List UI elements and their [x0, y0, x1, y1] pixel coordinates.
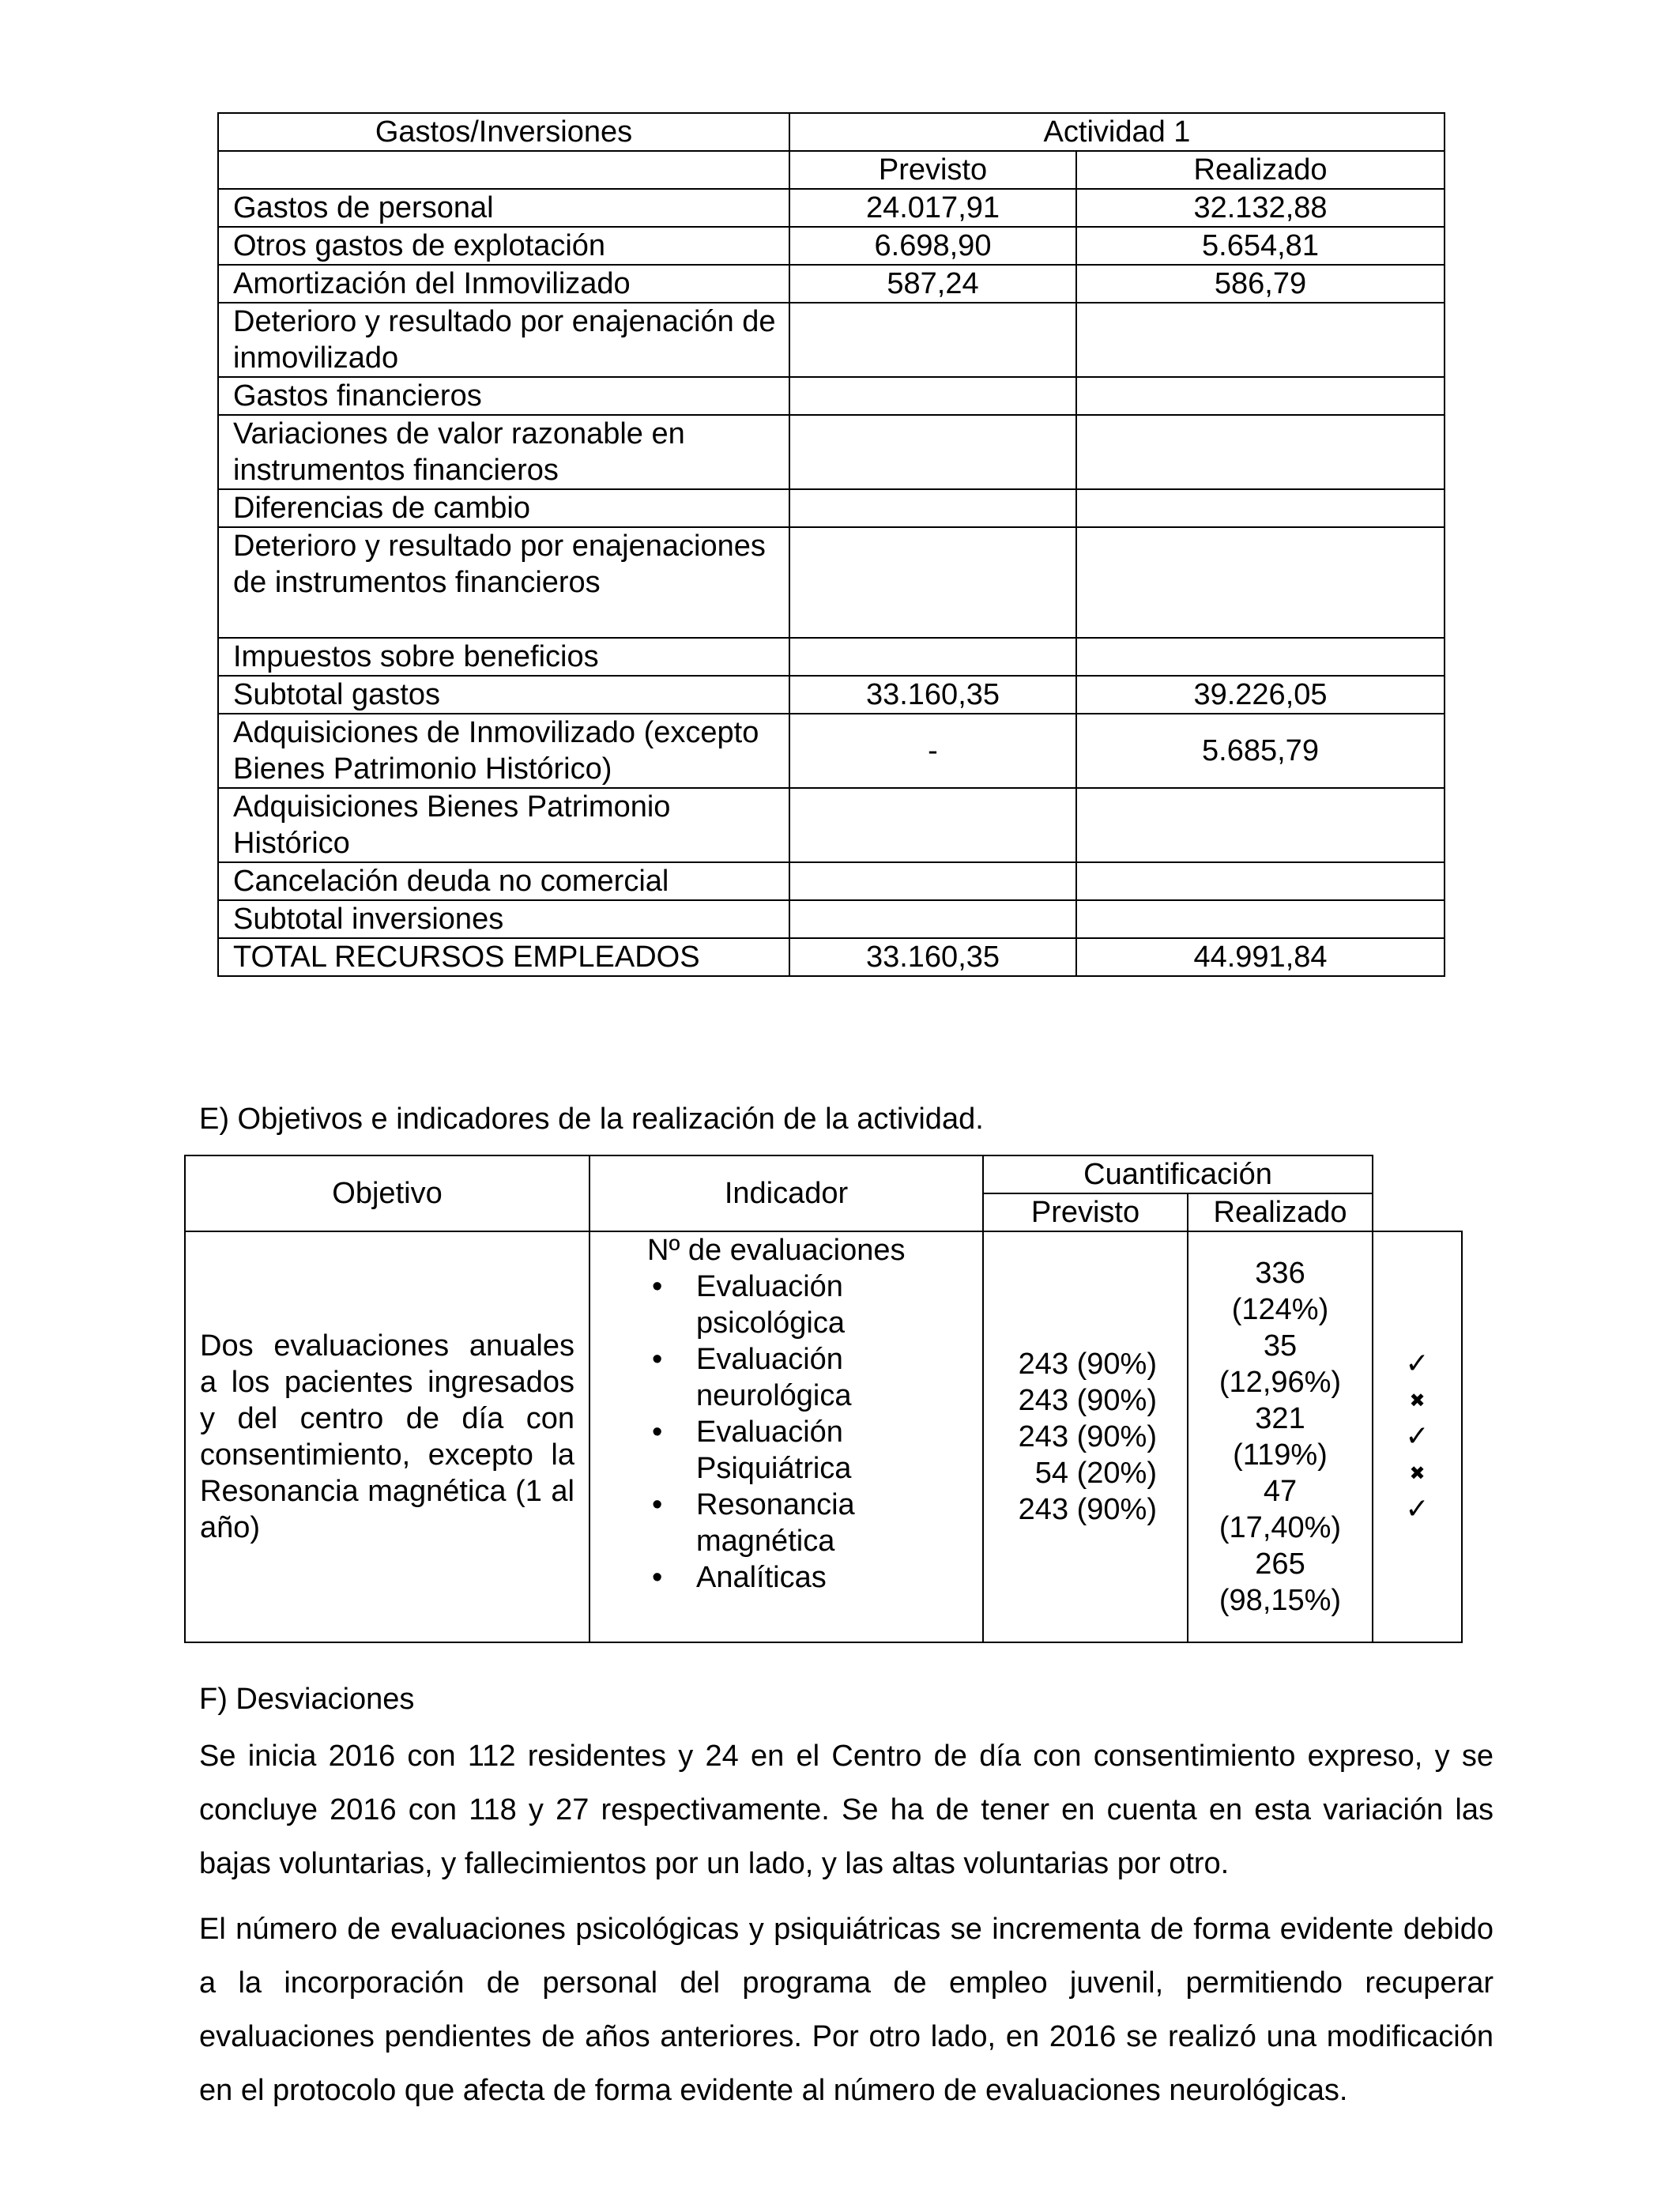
table-row: [218, 303, 1445, 377]
row-actual-value: [1076, 489, 1445, 527]
header-activity: Actividad 1: [789, 113, 1445, 151]
header-spacer: [1373, 1193, 1462, 1231]
row-label: Subtotal gastos: [218, 676, 789, 714]
objective-text: Dos evaluaciones anuales a los pacientes ingresados y del centro de día con consentimiento, excepto la Resonancia magnética (1 al año): [200, 1329, 574, 1544]
row-actual-value: [1076, 638, 1445, 676]
row-planned-value: 24.017,91: [789, 189, 1076, 227]
header-spacer: [1373, 1155, 1462, 1193]
row-planned-value: 587,24: [789, 265, 1076, 303]
table-subheader-row: [218, 151, 1445, 189]
table-row: [218, 900, 1445, 938]
header-objective: Objetivo: [185, 1155, 590, 1231]
row-label: Subtotal inversiones: [218, 900, 789, 938]
bullet-icon: •: [652, 1488, 663, 1521]
indicator-item: [652, 1487, 855, 1559]
row-planned-value: 33.160,35: [789, 676, 1076, 714]
row-actual-value: 5.685,79: [1076, 714, 1445, 788]
table-row: [218, 638, 1445, 676]
bullet-icon: •: [652, 1416, 663, 1449]
table-row: [218, 489, 1445, 527]
header-expenses-investments: Gastos/Inversiones: [218, 113, 789, 151]
status-cell: [1373, 1231, 1462, 1642]
row-actual-value: [1076, 303, 1445, 377]
bullet-icon: •: [652, 1270, 663, 1303]
planned-cell: [983, 1231, 1188, 1642]
bullet-icon: •: [652, 1561, 663, 1594]
checkmark-icon: ✓: [1405, 1493, 1430, 1525]
row-planned-value: 6.698,90: [789, 227, 1076, 265]
planned-value: 243 (90%): [1018, 1493, 1157, 1526]
row-planned-value: [789, 527, 1076, 638]
section-f-heading: F) Desviaciones: [199, 1683, 415, 1716]
table-row: [218, 527, 1445, 638]
indicator-label: Evaluación neurológica: [696, 1343, 852, 1412]
row-actual-value: [1076, 527, 1445, 638]
actual-value: (98,15%): [1219, 1584, 1342, 1617]
cross-icon: ✖: [1409, 1389, 1426, 1412]
row-label: Adquisiciones Bienes Patrimonio Histórico: [218, 788, 789, 862]
indicator-item: [652, 1269, 845, 1341]
row-actual-value: 39.226,05: [1076, 676, 1445, 714]
objectives-row: [185, 1231, 1462, 1642]
actual-cell: [1188, 1231, 1373, 1642]
checkmark-icon: ✓: [1405, 1348, 1430, 1380]
indicator-title: Nº de evaluaciones: [647, 1234, 906, 1267]
deviations-paragraph-1: Se inicia 2016 con 112 residentes y 24 en el Centro de día con consentimiento expreso, y se concluye 2016 con 118 y 27 respectivamente. Se ha de tener en cuenta en esta variación las bajas voluntarias, y fallecimientos por un lado, y las altas voluntarias por otro.: [199, 1740, 1494, 1880]
row-planned-value: [789, 377, 1076, 415]
header-planned: Previsto: [983, 1193, 1188, 1231]
table-row: [218, 189, 1445, 227]
table-row: [218, 676, 1445, 714]
row-actual-value: [1076, 788, 1445, 862]
header-empty-cell: [218, 151, 789, 189]
planned-value: 243 (90%): [1018, 1348, 1157, 1381]
row-actual-value: 5.654,81: [1076, 227, 1445, 265]
row-label: Diferencias de cambio: [218, 489, 789, 527]
table-row: [218, 938, 1445, 976]
row-planned-value: 33.160,35: [789, 938, 1076, 976]
row-label: Deterioro y resultado por enajenación de inmovilizado: [218, 303, 789, 377]
section-e-heading: E) Objetivos e indicadores de la realización de la actividad.: [199, 1103, 984, 1136]
table-row: [218, 714, 1445, 788]
header-indicator: Indicador: [590, 1155, 983, 1231]
row-planned-value: [789, 638, 1076, 676]
row-planned-value: -: [789, 714, 1076, 788]
row-planned-value: [789, 303, 1076, 377]
actual-value: 47: [1263, 1475, 1298, 1508]
row-planned-value: [789, 788, 1076, 862]
row-planned-value: [789, 489, 1076, 527]
row-label: Amortización del Inmovilizado: [218, 265, 789, 303]
table-row: [218, 415, 1445, 489]
row-label: Cancelación deuda no comercial: [218, 862, 789, 900]
indicator-item: [652, 1414, 852, 1487]
row-planned-value: [789, 900, 1076, 938]
table-row: [218, 862, 1445, 900]
table-row: [218, 265, 1445, 303]
resources-table: [217, 112, 1445, 977]
deviations-paragraph-2: El número de evaluaciones psicológicas y psiquiátricas se incrementa de forma evidente debido a la incorporación de personal del programa de empleo juvenil, permitiendo recuperar evaluaciones pendientes de años anteriores. Por otro lado, en 2016 se realizó una modificación en el protocolo que afecta de forma evidente al número de evaluaciones neurológicas.: [199, 1913, 1494, 2107]
header-actual: Realizado: [1188, 1193, 1373, 1231]
actual-value: (124%): [1231, 1293, 1329, 1326]
indicator-label: Evaluación psicológica: [696, 1270, 845, 1340]
objectives-table: [184, 1155, 1463, 1643]
row-planned-value: [789, 415, 1076, 489]
row-label: Gastos de personal: [218, 189, 789, 227]
planned-value: 243 (90%): [1018, 1420, 1157, 1453]
actual-value: (12,96%): [1219, 1366, 1342, 1399]
checkmark-icon: ✓: [1405, 1420, 1430, 1453]
indicator-item: [652, 1559, 838, 1596]
objectives-header-row: [185, 1155, 1462, 1193]
header-actual: Realizado: [1076, 151, 1445, 189]
bullet-icon: •: [652, 1343, 663, 1376]
actual-value: (17,40%): [1219, 1511, 1342, 1544]
row-label: Adquisiciones de Inmovilizado (excepto Bienes Patrimonio Histórico): [218, 714, 789, 788]
indicator-label: Resonancia magnética: [696, 1488, 855, 1558]
row-actual-value: 44.991,84: [1076, 938, 1445, 976]
indicator-label: Analíticas: [696, 1561, 827, 1594]
table-row: [218, 377, 1445, 415]
status-marks: [1373, 1346, 1461, 1528]
actual-value: 265: [1255, 1547, 1305, 1581]
objective-cell: [185, 1231, 590, 1642]
row-actual-value: [1076, 900, 1445, 938]
planned-value: 243 (90%): [1018, 1384, 1157, 1417]
row-actual-value: [1076, 415, 1445, 489]
indicator-list: [652, 1269, 982, 1596]
indicator-item: [652, 1341, 852, 1414]
header-quantification: Cuantificación: [983, 1155, 1373, 1193]
row-actual-value: [1076, 862, 1445, 900]
row-planned-value: [789, 862, 1076, 900]
header-planned: Previsto: [789, 151, 1076, 189]
table-row: [218, 227, 1445, 265]
actual-value: (119%): [1233, 1438, 1328, 1472]
cross-icon: ✖: [1409, 1462, 1426, 1484]
row-label: TOTAL RECURSOS EMPLEADOS: [218, 938, 789, 976]
row-actual-value: 586,79: [1076, 265, 1445, 303]
row-actual-value: 32.132,88: [1076, 189, 1445, 227]
resources-table-body: [218, 189, 1445, 976]
planned-values: [984, 1346, 1187, 1528]
indicator-cell: [590, 1231, 983, 1642]
row-label: Gastos financieros: [218, 377, 789, 415]
indicator-label: Evaluación Psiquiátrica: [696, 1416, 852, 1485]
table-row: [218, 788, 1445, 862]
actual-value: 35: [1263, 1329, 1298, 1363]
table-header-row: [218, 113, 1445, 151]
actual-values: [1188, 1255, 1372, 1619]
row-label: Impuestos sobre beneficios: [218, 638, 789, 676]
actual-value: 321: [1255, 1402, 1305, 1435]
planned-value: 54 (20%): [1034, 1457, 1157, 1490]
row-label: Variaciones de valor razonable en instrumentos financieros: [218, 415, 789, 489]
row-label: Deterioro y resultado por enajenaciones de instrumentos financieros: [218, 527, 789, 638]
row-label: Otros gastos de explotación: [218, 227, 789, 265]
actual-value: 336: [1255, 1257, 1305, 1290]
row-actual-value: [1076, 377, 1445, 415]
